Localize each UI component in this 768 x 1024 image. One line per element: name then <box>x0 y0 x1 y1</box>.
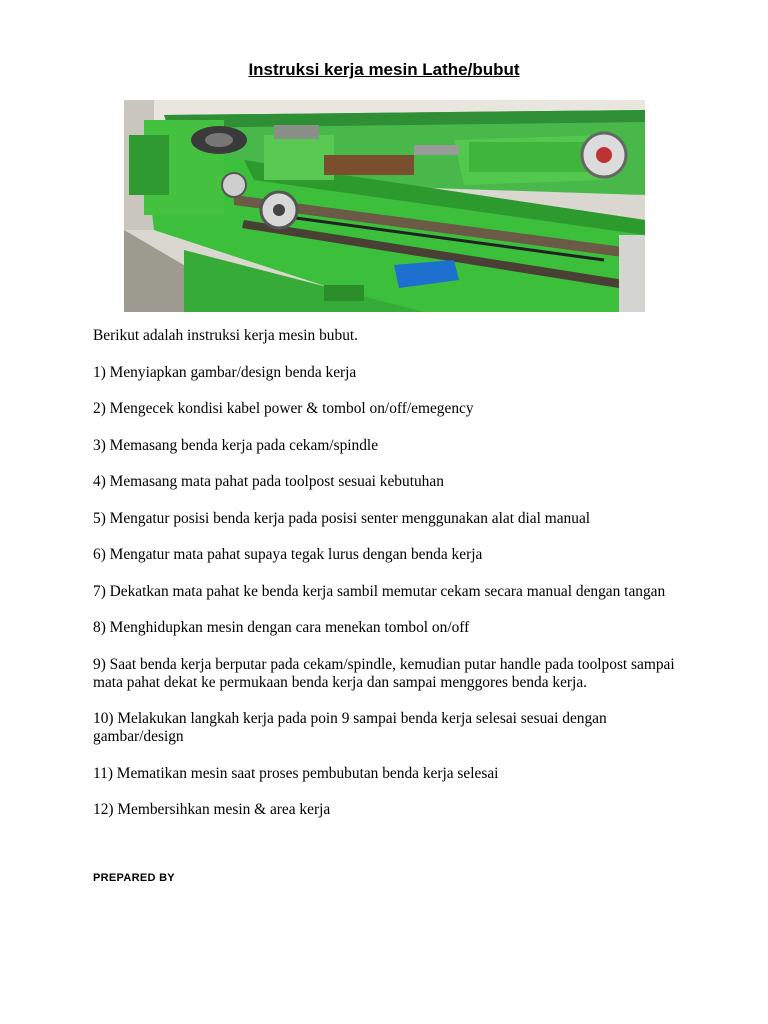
step-item: 11) Mematikan mesin saat proses pembubutan benda kerja selesai <box>93 764 499 782</box>
step-item: 12) Membersihkan mesin & area kerja <box>93 801 331 818</box>
prepared-by-label: PREPARED BY <box>93 872 175 884</box>
document-title: Instruksi kerja mesin Lathe/bubut <box>248 60 520 79</box>
step-item: 4) Memasang mata pahat pada toolpost sesuai kebutuhan <box>93 473 444 490</box>
step-item: 2) Mengecek kondisi kabel power & tombol on/off/emegency <box>93 400 474 417</box>
instruction-body <box>93 327 693 838</box>
step-item: 3) Memasang benda kerja pada cekam/spindle <box>93 436 379 454</box>
intro-paragraph: Berikut adalah instruksi kerja mesin bubut. <box>93 327 359 344</box>
lathe-machine-photo <box>124 100 645 312</box>
step-item: 5) Mengatur posisi benda kerja pada posisi senter menggunakan alat dial manual <box>93 509 591 527</box>
step-item: 9) Saat benda kerja berputar pada cekam/spindle, kemudian putar handle pada toolpost sampai mata pahat dekat ke permukaan benda kerja dan sampai menggores benda kerja. <box>93 655 675 691</box>
step-item: 6) Mengatur mata pahat supaya tegak lurus dengan benda kerja <box>93 546 483 563</box>
step-item: 8) Menghidupkan mesin dengan cara menekan tombol on/off <box>93 619 470 636</box>
step-item: 10) Melakukan langkah kerja pada poin 9 sampai benda kerja selesai sesuai dengan gambar/design <box>93 710 607 745</box>
step-item: 1) Menyiapkan gambar/design benda kerja <box>93 363 357 381</box>
step-item: 7) Dekatkan mata pahat ke benda kerja sambil memutar cekam secara manual dengan tangan <box>93 582 666 600</box>
